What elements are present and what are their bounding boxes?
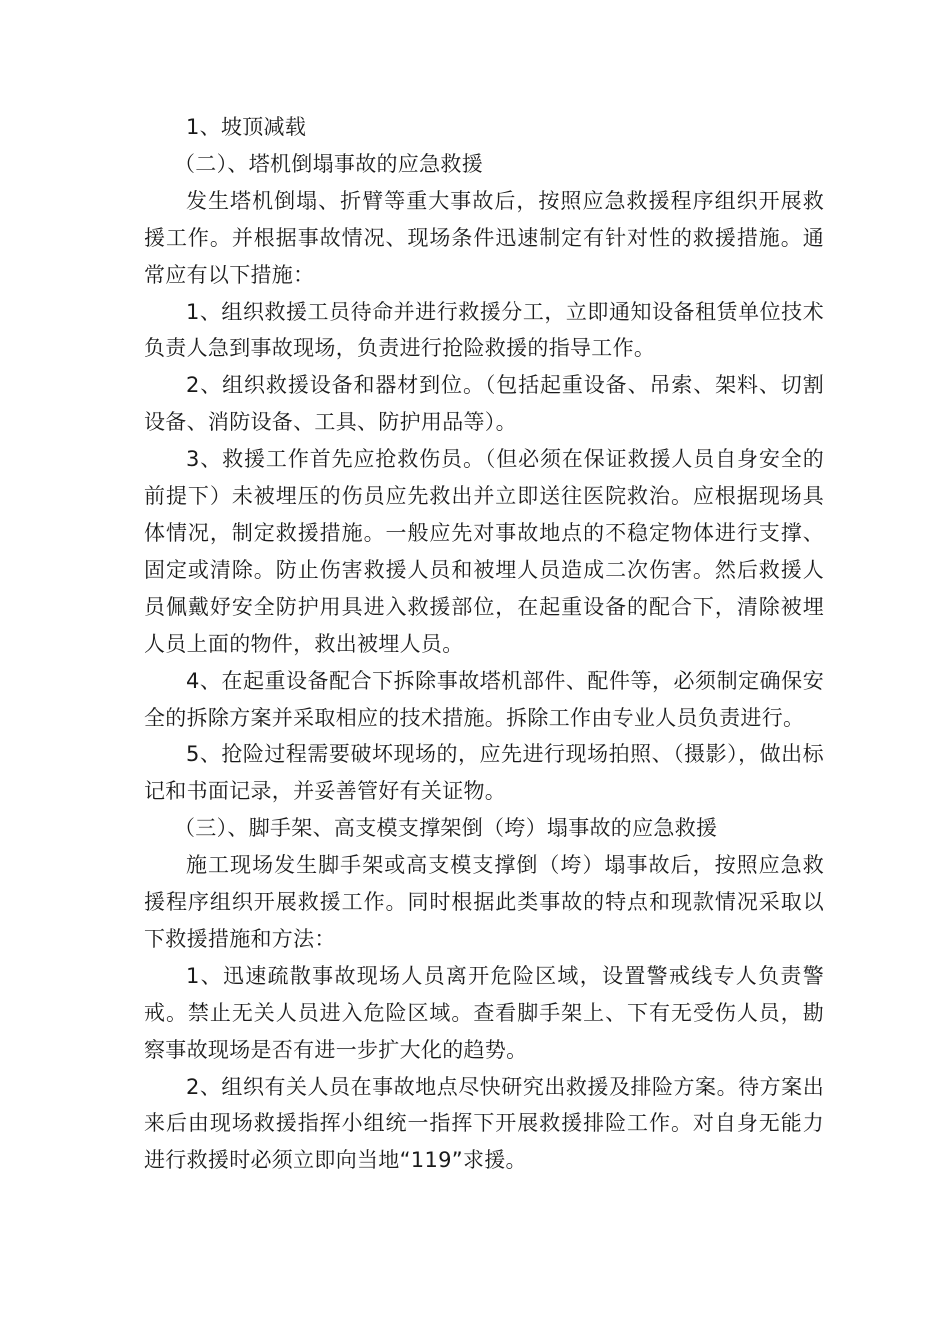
paragraph-11: 1、迅速疏散事故现场人员离开危险区域，设置警戒线专人负责警戒。禁止无关人员进入危险区域。查看脚手架上、下有无受伤人员，勘察事故现场是否有进一步扩大化的趋势。 [144,963,824,1062]
document-body [144,109,824,1179]
paragraph-6: 3、救援工作首先应抢救伤员。（但必须在保证救援人员自身安全的前提下）未被埋压的伤员应先救出并立即送往医院救治。应根据现场具体情况，制定救援措施。一般应先对事故地点的不稳定物体进行支撑、固定或清除。防止伤害救援人员和被埋人员造成二次伤害。然后救援人员佩戴妤安全防护用具进入救援部位，在起重设备的配合下，清除被埋人员上面的物件，救出被埋人员。 [144,447,824,656]
section-heading-2: （二）、塔机倒塌事故的应急救援 [174,151,483,176]
paragraph-1: 1、坡顶减载 [186,115,307,139]
paragraph-5: 2、组织救援设备和器材到位。（包括起重设备、吊索、架料、切割设备、消防设备、工具、防护用品等）。 [144,373,824,435]
paragraph-8: 5、抢险过程需要破坏现场的，应先进行现场拍照、（摄影），做出标记和书面记录，并妥善管好有关证物。 [144,742,824,804]
paragraph-7: 4、在起重设备配合下拆除事故塔机部件、配件等，必须制定确保安全的拆除方案并采取相应的技术措施。拆除工作由专业人员负责进行。 [144,668,824,730]
paragraph-12: 2、组织有关人员在事故地点尽快研究出救援及排险方案。待方案出来后由现场救援指挥小组统一指挥下开展救援排险工作。对自身无能力进行救援时必须立即向当地“119”求援。 [144,1074,824,1173]
paragraph-4: 1、组织救援工员待命并进行救援分工，立即通知设备租赁单位技术负责人急到事故现场，负责进行抢险救援的指导工作。 [144,299,824,361]
paragraph-3: 发生塔机倒塌、折臂等重大事故后，按照应急救援程序组织开展救援工作。并根据事故情况、现场条件迅速制定有针对性的救援措施。通常应有以下措施： [144,188,824,287]
paragraph-10: 施工现场发生脚手架或高支模支撑倒（垮）塌事故后，按照应急救援程序组织开展救援工作。同时根据此类事故的特点和现款情况采取以下救援措施和方法： [144,853,824,951]
section-heading-3: （三）、脚手架、高支模支撑架倒（垮）塌事故的应急救援 [174,816,718,841]
